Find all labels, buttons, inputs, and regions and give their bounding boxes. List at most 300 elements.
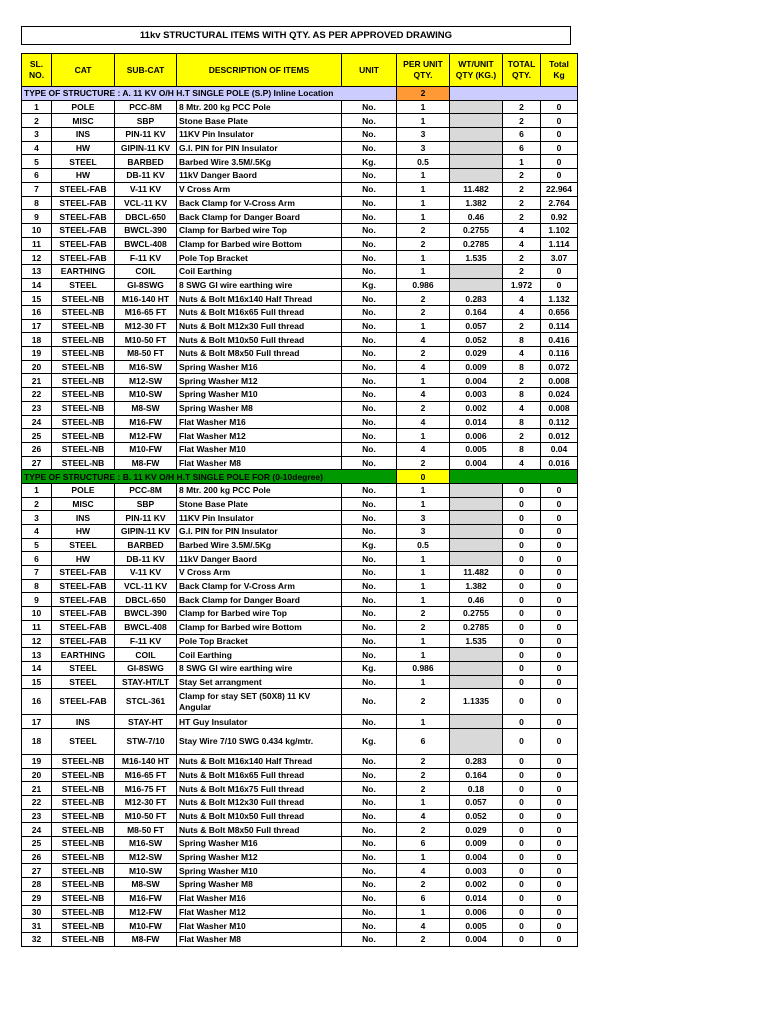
table-row	[22, 511, 578, 525]
table-row	[22, 566, 578, 580]
cell-total-qty: 0	[503, 932, 541, 946]
cell-wt-unit-qty: 0.009	[450, 837, 503, 851]
cell-sub-cat: PCC-8M	[115, 100, 177, 114]
table-row	[22, 661, 578, 675]
cell-sub-cat: M16-65 FT	[115, 306, 177, 320]
cell-sl-no: 1	[22, 100, 52, 114]
cell-cat: HW	[52, 525, 115, 539]
cell-sl-no: 14	[22, 278, 52, 292]
table-row	[22, 754, 578, 768]
cell-cat: STEEL-NB	[52, 429, 115, 443]
cell-description: Flat Washer M12	[177, 905, 342, 919]
cell-sl-no: 18	[22, 333, 52, 347]
cell-description: G.I. PIN for PIN Insulator	[177, 525, 342, 539]
cell-description: Back Clamp for Danger Board	[177, 210, 342, 224]
cell-wt-unit-qty	[450, 552, 503, 566]
cell-total-kg: 0	[541, 497, 578, 511]
cell-per-unit-qty: 1	[397, 715, 450, 729]
cell-sl-no: 27	[22, 456, 52, 470]
cell-total-kg: 0	[541, 483, 578, 497]
cell-description: Spring Washer M12	[177, 374, 342, 388]
cell-total-kg: 0	[541, 715, 578, 729]
cell-wt-unit-qty: 0.2755	[450, 223, 503, 237]
cell-total-qty: 0	[503, 809, 541, 823]
cell-total-qty: 2	[503, 182, 541, 196]
cell-sl-no: 9	[22, 593, 52, 607]
cell-per-unit-qty: 3	[397, 511, 450, 525]
cell-total-qty: 8	[503, 360, 541, 374]
section-label: TYPE OF STRUCTURE : B. 11 KV O/H H.T SINGLE POLE FOR (0-10degree)	[22, 470, 397, 484]
cell-sl-no: 5	[22, 538, 52, 552]
cell-sub-cat: SBP	[115, 114, 177, 128]
table-row	[22, 429, 578, 443]
cell-wt-unit-qty: 0.46	[450, 593, 503, 607]
cell-per-unit-qty: 1	[397, 182, 450, 196]
cell-description: Pole Top Bracket	[177, 251, 342, 265]
cell-unit: Kg.	[342, 538, 397, 552]
table-row	[22, 919, 578, 933]
cell-description: Spring Washer M16	[177, 360, 342, 374]
cell-unit: No.	[342, 525, 397, 539]
cell-description: Spring Washer M10	[177, 388, 342, 402]
cell-wt-unit-qty	[450, 538, 503, 552]
cell-total-kg: 0.116	[541, 347, 578, 361]
table-row	[22, 442, 578, 456]
cell-cat: STEEL-NB	[52, 292, 115, 306]
cell-wt-unit-qty	[450, 141, 503, 155]
cell-cat: MISC	[52, 114, 115, 128]
cell-description: 11KV Pin Insulator	[177, 128, 342, 142]
cell-cat: POLE	[52, 483, 115, 497]
cell-total-kg: 0	[541, 878, 578, 892]
cell-per-unit-qty: 2	[397, 292, 450, 306]
table-row	[22, 809, 578, 823]
cell-unit: No.	[342, 388, 397, 402]
cell-total-kg: 0	[541, 919, 578, 933]
table-row	[22, 823, 578, 837]
cell-sl-no: 31	[22, 919, 52, 933]
cell-sl-no: 4	[22, 141, 52, 155]
cell-unit: No.	[342, 620, 397, 634]
cell-cat: STEEL	[52, 675, 115, 689]
cell-sl-no: 19	[22, 347, 52, 361]
cell-total-kg: 0	[541, 511, 578, 525]
cell-cat: STEEL-FAB	[52, 223, 115, 237]
cell-total-qty: 0	[503, 905, 541, 919]
cell-total-qty: 0	[503, 823, 541, 837]
cell-total-qty: 0	[503, 919, 541, 933]
cell-per-unit-qty: 1	[397, 196, 450, 210]
cell-sub-cat: M10-FW	[115, 919, 177, 933]
cell-sl-no: 22	[22, 388, 52, 402]
cell-unit: No.	[342, 837, 397, 851]
cell-cat: INS	[52, 128, 115, 142]
table-row	[22, 837, 578, 851]
cell-per-unit-qty: 2	[397, 754, 450, 768]
cell-description: Nuts & Bolt M8x50 Full thread	[177, 823, 342, 837]
cell-wt-unit-qty: 0.002	[450, 878, 503, 892]
cell-per-unit-qty: 2	[397, 347, 450, 361]
cell-description: 11KV Pin Insulator	[177, 511, 342, 525]
cell-cat: STEEL-NB	[52, 837, 115, 851]
cell-total-kg: 0	[541, 593, 578, 607]
section-quantity: 2	[397, 87, 450, 101]
table-row	[22, 648, 578, 662]
cell-sl-no: 29	[22, 891, 52, 905]
cell-total-kg: 0	[541, 728, 578, 754]
cell-per-unit-qty: 1	[397, 850, 450, 864]
table-row	[22, 360, 578, 374]
cell-unit: No.	[342, 905, 397, 919]
table-row	[22, 552, 578, 566]
cell-description: Nuts & Bolt M8x50 Full thread	[177, 347, 342, 361]
cell-per-unit-qty: 0.986	[397, 661, 450, 675]
cell-sl-no: 11	[22, 620, 52, 634]
cell-total-kg: 0.416	[541, 333, 578, 347]
section-header-row	[22, 87, 578, 101]
cell-unit: Kg.	[342, 661, 397, 675]
cell-per-unit-qty: 1	[397, 648, 450, 662]
cell-sub-cat: COIL	[115, 648, 177, 662]
cell-unit: No.	[342, 932, 397, 946]
cell-total-kg: 0	[541, 155, 578, 169]
cell-unit: No.	[342, 442, 397, 456]
cell-description: Coil Earthing	[177, 648, 342, 662]
cell-wt-unit-qty	[450, 497, 503, 511]
cell-unit: No.	[342, 648, 397, 662]
cell-sub-cat: BWCL-390	[115, 223, 177, 237]
cell-per-unit-qty: 2	[397, 607, 450, 621]
cell-sl-no: 9	[22, 210, 52, 224]
cell-sub-cat: GI-8SWG	[115, 661, 177, 675]
cell-sub-cat: GIPIN-11 KV	[115, 525, 177, 539]
table-row	[22, 415, 578, 429]
cell-description: Back Clamp for Danger Board	[177, 593, 342, 607]
cell-cat: STEEL-NB	[52, 754, 115, 768]
cell-wt-unit-qty: 0.18	[450, 782, 503, 796]
cell-description: Flat Washer M8	[177, 456, 342, 470]
cell-sl-no: 13	[22, 648, 52, 662]
cell-total-kg: 0.016	[541, 456, 578, 470]
cell-cat: STEEL	[52, 661, 115, 675]
table-row	[22, 607, 578, 621]
cell-sub-cat: GIPIN-11 KV	[115, 141, 177, 155]
table-row	[22, 196, 578, 210]
cell-sub-cat: BWCL-408	[115, 620, 177, 634]
cell-wt-unit-qty	[450, 511, 503, 525]
cell-total-kg: 0	[541, 525, 578, 539]
cell-description: Flat Washer M8	[177, 932, 342, 946]
cell-cat: STEEL-NB	[52, 932, 115, 946]
cell-cat: STEEL-NB	[52, 415, 115, 429]
cell-description: Coil Earthing	[177, 264, 342, 278]
table-row	[22, 782, 578, 796]
cell-description: Stay Wire 7/10 SWG 0.434 kg/mtr.	[177, 728, 342, 754]
cell-total-kg: 0	[541, 538, 578, 552]
cell-total-qty: 0	[503, 715, 541, 729]
cell-description: Spring Washer M12	[177, 850, 342, 864]
cell-total-qty: 4	[503, 223, 541, 237]
cell-unit: No.	[342, 483, 397, 497]
cell-unit: No.	[342, 415, 397, 429]
cell-description: Spring Washer M8	[177, 878, 342, 892]
cell-total-kg: 1.102	[541, 223, 578, 237]
table-row	[22, 278, 578, 292]
cell-description: Nuts & Bolt M12x30 Full thread	[177, 319, 342, 333]
cell-sub-cat: M10-FW	[115, 442, 177, 456]
cell-sub-cat: M16-65 FT	[115, 768, 177, 782]
cell-sub-cat: F-11 KV	[115, 251, 177, 265]
cell-total-kg: 0	[541, 648, 578, 662]
cell-per-unit-qty: 1	[397, 210, 450, 224]
cell-wt-unit-qty: 1.535	[450, 634, 503, 648]
cell-cat: STEEL-FAB	[52, 182, 115, 196]
cell-total-qty: 0	[503, 661, 541, 675]
cell-wt-unit-qty	[450, 114, 503, 128]
header-sl-no: SL. NO.	[22, 54, 52, 87]
cell-sl-no: 2	[22, 114, 52, 128]
cell-total-qty: 0	[503, 634, 541, 648]
cell-per-unit-qty: 0.5	[397, 155, 450, 169]
cell-total-kg: 0	[541, 864, 578, 878]
table-row	[22, 169, 578, 183]
cell-description: Clamp for Barbed wire Top	[177, 223, 342, 237]
table-row	[22, 579, 578, 593]
cell-wt-unit-qty: 0.029	[450, 823, 503, 837]
cell-total-qty: 1	[503, 155, 541, 169]
sheet-title: 11kv STRUCTURAL ITEMS WITH QTY. AS PER APPROVED DRAWING	[21, 26, 571, 45]
table-row	[22, 251, 578, 265]
table-row	[22, 128, 578, 142]
cell-wt-unit-qty: 0.014	[450, 891, 503, 905]
cell-total-kg: 0	[541, 607, 578, 621]
cell-total-qty: 2	[503, 374, 541, 388]
cell-total-qty: 0	[503, 754, 541, 768]
cell-total-kg: 0	[541, 100, 578, 114]
table-row	[22, 728, 578, 754]
cell-per-unit-qty: 1	[397, 579, 450, 593]
cell-unit: No.	[342, 374, 397, 388]
cell-total-kg: 0.008	[541, 374, 578, 388]
cell-total-kg: 1.132	[541, 292, 578, 306]
cell-total-kg: 0	[541, 264, 578, 278]
cell-sl-no: 30	[22, 905, 52, 919]
cell-per-unit-qty: 1	[397, 566, 450, 580]
cell-description: Stone Base Plate	[177, 114, 342, 128]
cell-sl-no: 32	[22, 932, 52, 946]
cell-cat: STEEL-FAB	[52, 196, 115, 210]
cell-per-unit-qty: 1	[397, 634, 450, 648]
cell-per-unit-qty: 2	[397, 768, 450, 782]
cell-cat: STEEL	[52, 728, 115, 754]
cell-total-kg: 3.07	[541, 251, 578, 265]
cell-sub-cat: COIL	[115, 264, 177, 278]
cell-sl-no: 7	[22, 182, 52, 196]
cell-total-kg: 0.008	[541, 401, 578, 415]
cell-total-qty: 2	[503, 196, 541, 210]
cell-per-unit-qty: 1	[397, 675, 450, 689]
cell-total-qty: 0	[503, 525, 541, 539]
cell-per-unit-qty: 0.5	[397, 538, 450, 552]
cell-total-kg: 0	[541, 661, 578, 675]
cell-sl-no: 22	[22, 796, 52, 810]
cell-total-qty: 2	[503, 319, 541, 333]
cell-sl-no: 6	[22, 552, 52, 566]
cell-sub-cat: M10-50 FT	[115, 809, 177, 823]
table-body	[22, 87, 578, 947]
cell-per-unit-qty: 6	[397, 891, 450, 905]
cell-wt-unit-qty: 0.2785	[450, 620, 503, 634]
cell-sl-no: 28	[22, 878, 52, 892]
cell-per-unit-qty: 4	[397, 919, 450, 933]
cell-sub-cat: M16-75 FT	[115, 782, 177, 796]
cell-sub-cat: PIN-11 KV	[115, 128, 177, 142]
cell-total-kg: 0	[541, 169, 578, 183]
cell-wt-unit-qty: 0.004	[450, 850, 503, 864]
cell-cat: STEEL-FAB	[52, 579, 115, 593]
cell-wt-unit-qty: 0.004	[450, 456, 503, 470]
cell-total-kg: 1.114	[541, 237, 578, 251]
cell-per-unit-qty: 3	[397, 525, 450, 539]
cell-sub-cat: BARBED	[115, 538, 177, 552]
cell-per-unit-qty: 1	[397, 796, 450, 810]
cell-sub-cat: STAY-HT/LT	[115, 675, 177, 689]
cell-sub-cat: M8-FW	[115, 456, 177, 470]
cell-cat: STEEL	[52, 538, 115, 552]
cell-wt-unit-qty	[450, 661, 503, 675]
cell-wt-unit-qty: 0.006	[450, 905, 503, 919]
cell-total-qty: 4	[503, 456, 541, 470]
cell-cat: STEEL-NB	[52, 864, 115, 878]
cell-description: Nuts & Bolt M16x75 Full thread	[177, 782, 342, 796]
cell-sl-no: 12	[22, 634, 52, 648]
cell-unit: No.	[342, 754, 397, 768]
cell-sub-cat: GI-8SWG	[115, 278, 177, 292]
cell-sub-cat: M12-30 FT	[115, 796, 177, 810]
cell-sl-no: 20	[22, 768, 52, 782]
cell-description: Nuts & Bolt M16x65 Full thread	[177, 306, 342, 320]
cell-description: Spring Washer M8	[177, 401, 342, 415]
cell-sub-cat: M8-50 FT	[115, 347, 177, 361]
cell-per-unit-qty: 2	[397, 932, 450, 946]
cell-cat: STEEL-NB	[52, 891, 115, 905]
cell-per-unit-qty: 1	[397, 593, 450, 607]
cell-description: Nuts & Bolt M16x140 Half Thread	[177, 754, 342, 768]
cell-description: Stay Set arrangment	[177, 675, 342, 689]
cell-per-unit-qty: 1	[397, 114, 450, 128]
cell-description: G.I. PIN for PIN Insulator	[177, 141, 342, 155]
cell-unit: No.	[342, 878, 397, 892]
cell-sl-no: 10	[22, 223, 52, 237]
cell-wt-unit-qty: 0.46	[450, 210, 503, 224]
cell-sl-no: 21	[22, 782, 52, 796]
cell-unit: No.	[342, 607, 397, 621]
cell-sl-no: 23	[22, 809, 52, 823]
cell-total-qty: 0	[503, 593, 541, 607]
cell-sl-no: 6	[22, 169, 52, 183]
cell-per-unit-qty: 2	[397, 223, 450, 237]
cell-description: 8 Mtr. 200 kg PCC Pole	[177, 100, 342, 114]
cell-total-kg: 0	[541, 620, 578, 634]
cell-total-qty: 0	[503, 483, 541, 497]
cell-unit: No.	[342, 223, 397, 237]
cell-total-kg: 0.112	[541, 415, 578, 429]
cell-sub-cat: M16-SW	[115, 837, 177, 851]
cell-total-qty: 0	[503, 675, 541, 689]
cell-description: Flat Washer M16	[177, 415, 342, 429]
cell-sub-cat: BWCL-408	[115, 237, 177, 251]
cell-total-qty: 0	[503, 566, 541, 580]
cell-sub-cat: M10-SW	[115, 864, 177, 878]
cell-unit: No.	[342, 864, 397, 878]
cell-sub-cat: M12-30 FT	[115, 319, 177, 333]
table-row	[22, 292, 578, 306]
cell-wt-unit-qty: 0.006	[450, 429, 503, 443]
table-row	[22, 306, 578, 320]
table-row	[22, 891, 578, 905]
cell-total-qty: 0	[503, 497, 541, 511]
cell-cat: STEEL-NB	[52, 850, 115, 864]
cell-unit: No.	[342, 169, 397, 183]
cell-unit: No.	[342, 497, 397, 511]
cell-unit: No.	[342, 796, 397, 810]
cell-total-kg: 0	[541, 579, 578, 593]
cell-cat: INS	[52, 715, 115, 729]
cell-per-unit-qty: 1	[397, 319, 450, 333]
cell-wt-unit-qty	[450, 525, 503, 539]
cell-cat: STEEL-NB	[52, 347, 115, 361]
header-cat: CAT	[52, 54, 115, 87]
spreadsheet	[21, 26, 578, 947]
cell-total-kg: 0	[541, 689, 578, 715]
cell-per-unit-qty: 2	[397, 823, 450, 837]
table-row	[22, 182, 578, 196]
cell-description: Spring Washer M10	[177, 864, 342, 878]
table-row	[22, 525, 578, 539]
table-row	[22, 850, 578, 864]
cell-total-qty: 2	[503, 264, 541, 278]
cell-cat: HW	[52, 169, 115, 183]
cell-sub-cat: PIN-11 KV	[115, 511, 177, 525]
table-row	[22, 264, 578, 278]
cell-unit: No.	[342, 891, 397, 905]
cell-total-qty: 6	[503, 141, 541, 155]
cell-unit: No.	[342, 429, 397, 443]
cell-per-unit-qty: 0.986	[397, 278, 450, 292]
cell-description: 8 SWG GI wire earthing wire	[177, 661, 342, 675]
cell-sl-no: 12	[22, 251, 52, 265]
cell-unit: No.	[342, 552, 397, 566]
cell-unit: No.	[342, 566, 397, 580]
cell-sl-no: 21	[22, 374, 52, 388]
header-total-qty: TOTAL QTY.	[503, 54, 541, 87]
cell-per-unit-qty: 6	[397, 837, 450, 851]
cell-description: Back Clamp for V-Cross Arm	[177, 579, 342, 593]
cell-wt-unit-qty: 0.009	[450, 360, 503, 374]
cell-unit: No.	[342, 401, 397, 415]
cell-sl-no: 3	[22, 511, 52, 525]
cell-sub-cat: M16-SW	[115, 360, 177, 374]
cell-per-unit-qty: 1	[397, 905, 450, 919]
cell-description: Nuts & Bolt M16x65 Full thread	[177, 768, 342, 782]
cell-sl-no: 26	[22, 850, 52, 864]
table-row	[22, 347, 578, 361]
cell-wt-unit-qty: 11.482	[450, 182, 503, 196]
cell-per-unit-qty: 4	[397, 388, 450, 402]
cell-cat: STEEL-FAB	[52, 210, 115, 224]
cell-per-unit-qty: 6	[397, 728, 450, 754]
cell-wt-unit-qty: 0.164	[450, 306, 503, 320]
